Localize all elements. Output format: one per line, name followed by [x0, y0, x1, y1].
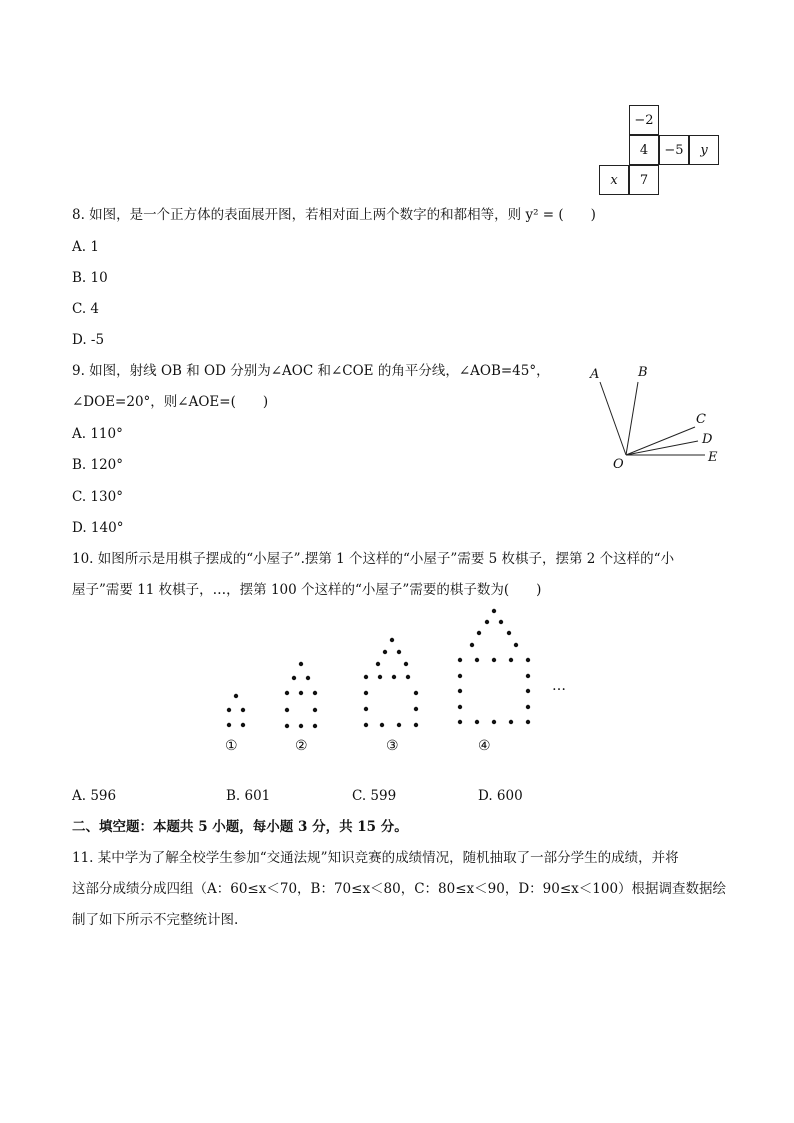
house-3-label: ③ [386, 738, 399, 754]
q9-stem-line1: 9. 如图，射线 OB 和 OD 分别为∠AOC 和∠COE 的角平分线，∠AOB=45°， [72, 363, 550, 379]
house-4 [458, 609, 530, 724]
q10-option-b: B. 601 [226, 788, 271, 804]
net-cell-y: y [689, 135, 719, 165]
house-4-label: ④ [478, 738, 491, 754]
house-2-label: ② [295, 738, 308, 754]
label-d: D [702, 432, 713, 447]
q9-stem-line2: ∠DOE=20°，则∠AOE=( ) [72, 394, 269, 410]
q10-option-a: A. 596 [72, 788, 117, 804]
label-a: A [590, 367, 600, 382]
house-1-label: ① [225, 738, 238, 754]
ray-oc [626, 427, 695, 455]
angle-figure [580, 360, 730, 475]
q9-option-d: D. 140° [72, 520, 124, 536]
q10-stem-line1: 10. 如图所示是用棋子摆成的“小屋子”.摆第 1 个这样的“小屋子”需要 5 枚棋子，摆第 2 个这样的“小 [72, 551, 675, 567]
net-cell-x: x [599, 165, 629, 195]
label-o: O [613, 457, 624, 472]
net-cell-bottom: 7 [629, 165, 659, 195]
net-cell-right1: −5 [659, 135, 689, 165]
label-b: B [638, 365, 648, 380]
q11-line3: 制了如下所示不完整统计图. [72, 912, 239, 928]
q8-stem: 8. 如图，是一个正方体的表面展开图，若相对面上两个数字的和都相等，则 y² = ( ) [72, 207, 596, 223]
q9-option-b: B. 120° [72, 457, 124, 473]
q9-option-c: C. 130° [72, 489, 123, 505]
q9-option-a: A. 110° [72, 426, 123, 442]
q8-option-b: B. 10 [72, 270, 108, 286]
house-2 [285, 662, 317, 728]
q10-stem-line2: 屋子”需要 11 枚棋子，…，摆第 100 个这样的“小屋子”需要的棋子数为( ) [72, 582, 542, 598]
net-cell-top: −2 [629, 105, 659, 135]
label-e: E [708, 450, 718, 465]
q10-option-d: D. 600 [478, 788, 523, 804]
label-c: C [696, 412, 706, 427]
q8-option-a: A. 1 [72, 239, 99, 255]
q8-option-c: C. 4 [72, 301, 100, 317]
ray-ob [626, 382, 638, 455]
q10-option-c: C. 599 [352, 788, 397, 804]
section-2-heading: 二、填空题：本题共 5 小题，每小题 3 分，共 15 分。 [72, 819, 408, 835]
net-cell-center: 4 [629, 135, 659, 165]
q11-line1: 11. 某中学为了解全校学生参加“交通法规”知识竞赛的成绩情况，随机抽取了一部分学生的成绩，并将 [72, 850, 679, 866]
house-3 [364, 638, 418, 727]
house-1 [227, 694, 245, 727]
q8-option-d: D. -5 [72, 332, 105, 348]
ray-od [626, 441, 698, 455]
q11-line2: 这部分成绩分成四组（A：60≤x＜70，B：70≤x＜80，C：80≤x＜90，D：90≤x＜100）根据调查数据绘 [72, 881, 727, 897]
ray-oa [600, 382, 626, 455]
houses-figure [210, 600, 580, 760]
houses-ellipsis: … [552, 678, 566, 694]
